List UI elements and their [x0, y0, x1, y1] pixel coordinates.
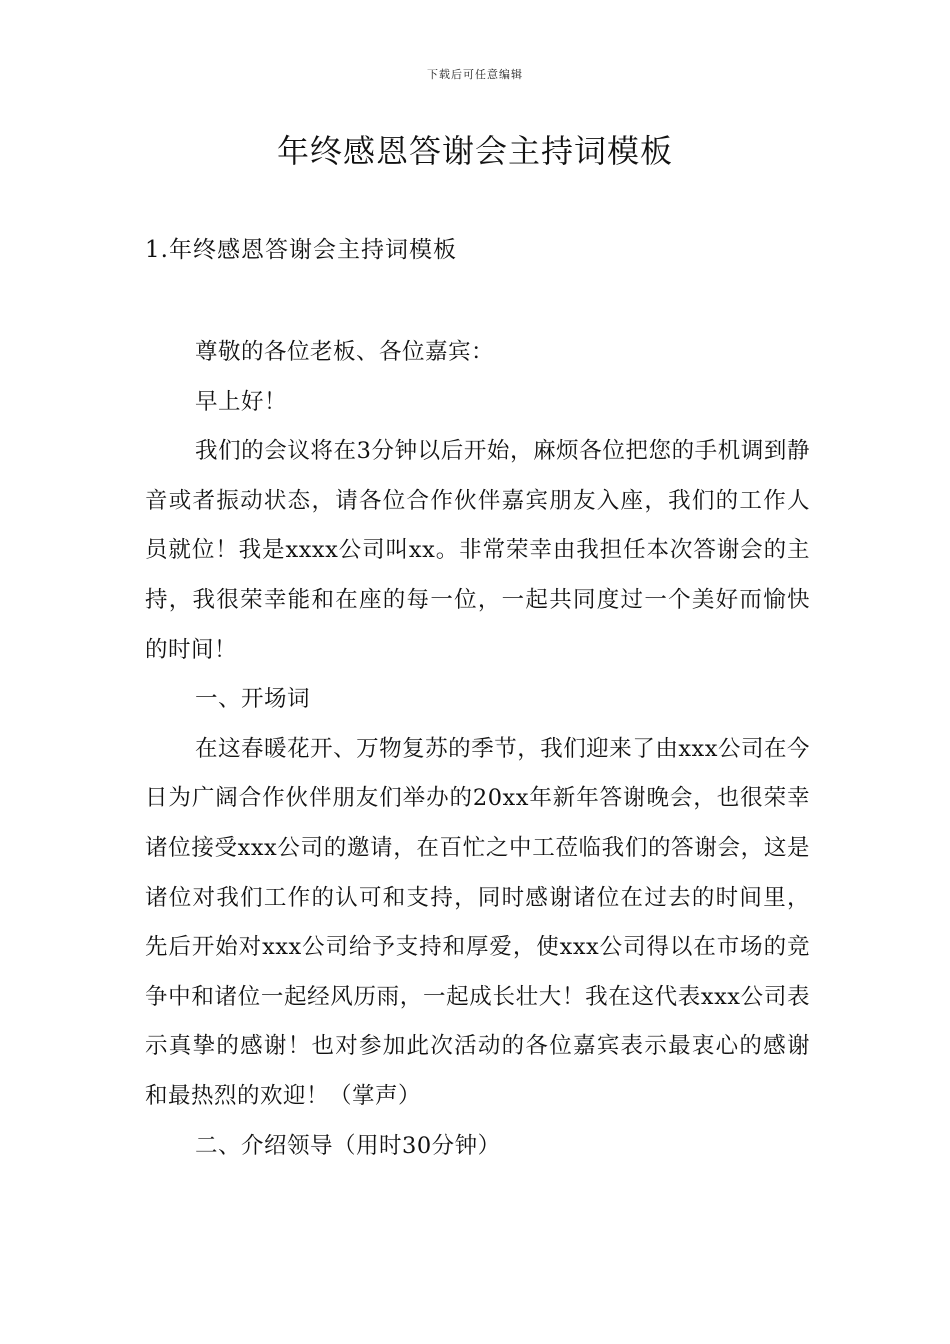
paragraph-leaders-heading: 二、介绍领导（用时30分钟） [195, 1132, 501, 1159]
document-body [145, 328, 810, 1171]
paragraph-salutation: 尊敬的各位老板、各位嘉宾： [195, 339, 495, 365]
paragraph-intro: 我们的会议将在3分钟以后开始，麻烦各位把您的手机调到静音或者振动状态，请各位合作伙伴嘉宾朋友入座，我们的工作人员就位！我是xxxx公司叫xx。非常荣幸由我担任本次答谢会的主持，我很荣幸能和在座的每一位，一起共同度过一个美好而愉快的时间！ [145, 438, 810, 663]
paragraph-opening-speech: 在这春暖花开、万物复苏的季节，我们迎来了由xxx公司在今日为广阔合作伙伴朋友们举办的20xx年新年答谢晚会，也很荣幸诸位接受xxx公司的邀请，在百忙之中工莅临我们的答谢会，这是诸位对我们工作的认可和支持，同时感谢诸位在过去的时间里，先后开始对xxx公司给予支持和厚爱，使xxx公司得以在市场的竞争中和诸位一起经风历雨，一起成长壮大！我在这代表xxx公司表示真挚的感谢！也对参加此次活动的各位嘉宾表示最衷心的感谢和最热烈的欢迎！（掌声） [145, 735, 810, 1109]
document-title: 年终感恩答谢会主持词模板 [276, 132, 673, 170]
paragraph-greeting: 早上好！ [195, 388, 288, 415]
section-heading: 1.年终感恩答谢会主持词模板 [145, 237, 457, 263]
paragraph-opening-heading: 一、开场词 [195, 686, 311, 713]
header-note: 下载后可任意编辑 [427, 68, 523, 81]
